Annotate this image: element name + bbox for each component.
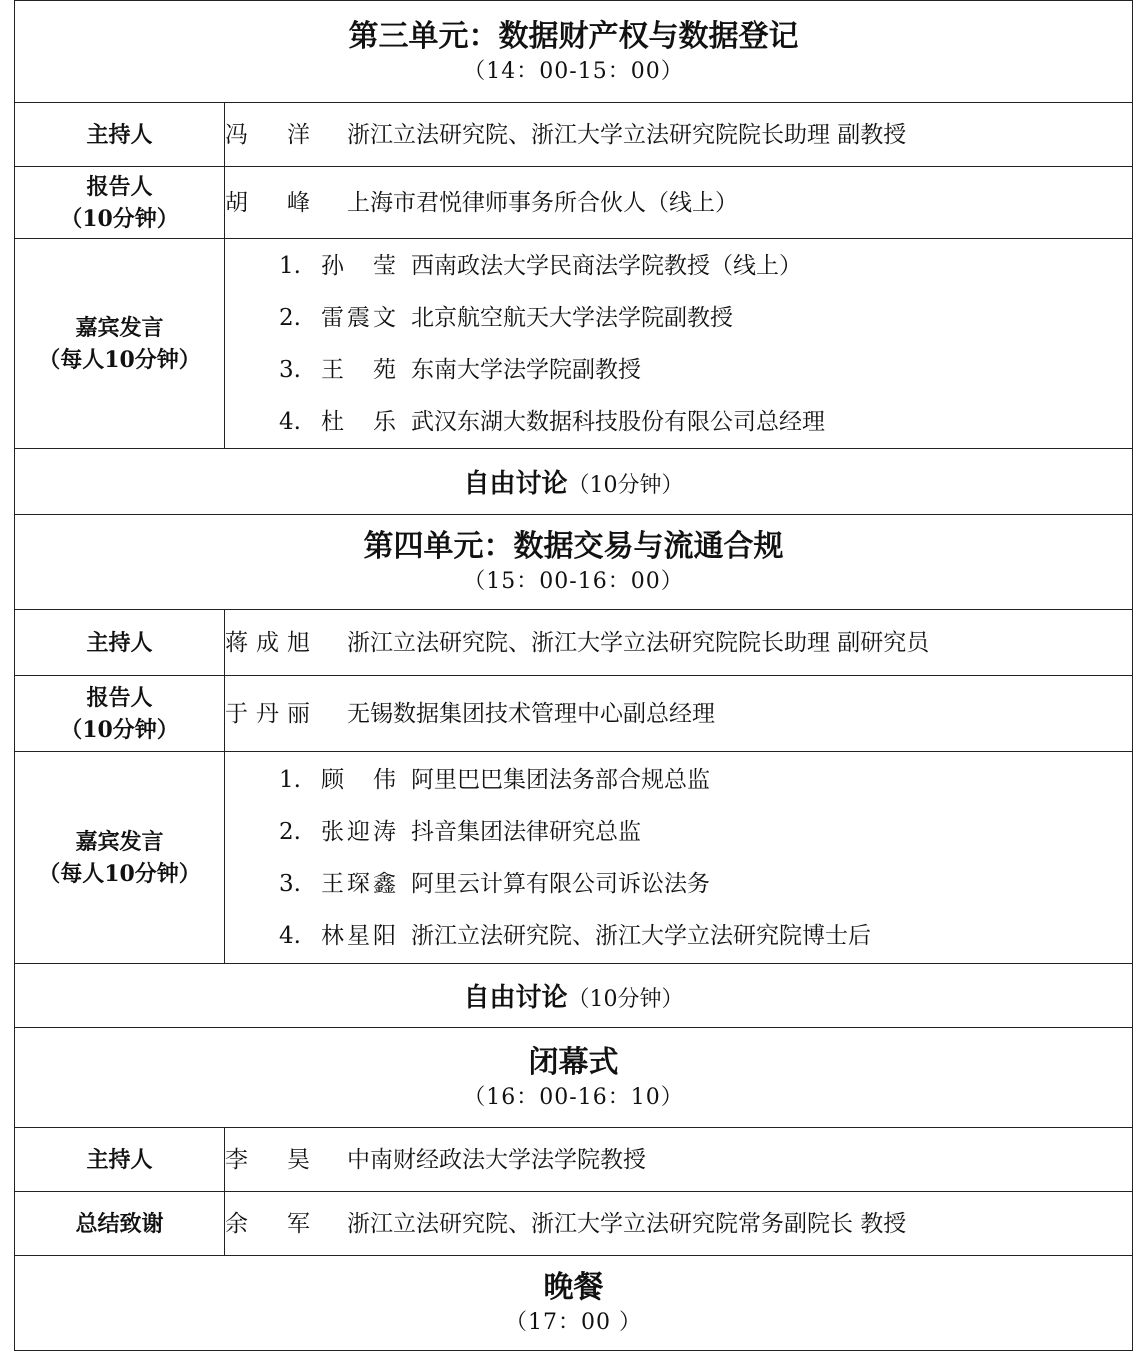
unit4-guest-label: 嘉宾发言 [75,828,164,855]
closing-host-label: 主持人 [15,1128,225,1192]
guest-name: 孙 莹 [321,252,399,279]
unit3-discussion [15,449,1133,515]
closing-title: 闭幕式 [528,1044,619,1080]
unit4-time: （15：00-16：00） [463,569,684,594]
unit4-host-name: 蒋成旭 [225,629,318,656]
guest-name: 王琛鑫 [321,870,399,897]
unit3-host-name: 冯 洋 [225,121,318,148]
guest-num: 2. [279,304,301,331]
unit3-guest-content [225,239,1133,449]
dinner-header [15,1256,1133,1351]
unit4-discussion-row [15,964,1133,1028]
discussion-label: 自由讨论 [463,983,568,1013]
closing-host-content [225,1128,1133,1192]
dinner-title: 晚餐 [543,1270,604,1305]
list-item [225,292,1132,344]
unit3-host-row [15,103,1133,167]
discussion-label: 自由讨论 [463,469,568,499]
guest-affil: 东南大学法学院副教授 [411,356,641,383]
unit3-host-affil: 浙江立法研究院、浙江大学立法研究院院长助理 副教授 [347,121,907,148]
closing-time: （16：00-16：10） [463,1084,684,1110]
unit3-guest-row [15,239,1133,449]
closing-summary-content [225,1192,1133,1256]
unit4-host-label: 主持人 [15,610,225,676]
guest-affil: 阿里云计算有限公司诉讼法务 [411,870,710,897]
guest-num: 2. [279,818,301,845]
guest-num: 3. [279,356,301,383]
list-item [225,396,1132,448]
list-item [225,754,1132,806]
unit4-guest-sub: （每人10分钟） [38,860,201,887]
unit3-discussion-row [15,449,1133,515]
guest-name: 杜 乐 [321,408,399,435]
unit4-title: 第四单元：数据交易与流通合规 [363,529,784,564]
closing-header-row [15,1028,1133,1128]
unit4-host-affil: 浙江立法研究院、浙江大学立法研究院院长助理 副研究员 [347,629,930,656]
unit3-title: 第三单元：数据财产权与数据登记 [348,18,799,54]
agenda-table [14,0,1133,1351]
unit4-reporter-name: 于丹丽 [225,700,318,727]
unit4-reporter-cell [15,676,225,752]
guest-affil: 武汉东湖大数据科技股份有限公司总经理 [411,408,825,435]
unit4-reporter-affil: 无锡数据集团技术管理中心副总经理 [347,700,715,727]
list-item [225,240,1132,292]
guest-affil: 抖音集团法律研究总监 [411,818,641,845]
guest-num: 4. [279,408,301,435]
guest-name: 王 苑 [321,356,399,383]
guest-affil: 阿里巴巴集团法务部合规总监 [411,766,710,793]
unit4-header-row [15,515,1133,610]
guest-name: 雷震文 [321,304,399,331]
dinner-row [15,1256,1133,1351]
unit4-guest-content [225,752,1133,964]
guest-num: 1. [279,766,301,793]
list-item [225,858,1132,910]
unit3-header [15,1,1133,103]
closing-host-row [15,1128,1133,1192]
unit4-guest-list [225,754,1132,962]
guest-affil: 西南政法大学民商法学院教授（线上） [411,252,802,279]
unit3-host-label: 主持人 [15,103,225,167]
unit4-reporter-sub: （10分钟） [60,716,179,743]
unit4-discussion [15,964,1133,1028]
unit3-reporter-label: 报告人 [86,173,153,200]
closing-host-name: 李 昊 [225,1146,318,1173]
unit3-reporter-name: 胡 峰 [225,189,318,216]
unit4-header [15,515,1133,610]
unit3-guest-cell [15,239,225,449]
unit3-reporter-sub: （10分钟） [60,205,179,232]
closing-summary-name: 余 军 [225,1210,318,1237]
unit3-host-content [225,103,1133,167]
unit4-reporter-content [225,676,1133,752]
guest-affil: 北京航空航天大学法学院副教授 [411,304,733,331]
closing-header [15,1028,1133,1128]
unit4-guest-cell [15,752,225,964]
unit3-guest-sub: （每人10分钟） [38,346,201,373]
dinner-time: （17：00 ） [505,1310,642,1335]
unit4-reporter-label: 报告人 [86,684,153,711]
unit3-guest-list [225,240,1132,448]
unit3-reporter-affil: 上海市君悦律师事务所合伙人（线上） [347,189,738,216]
unit4-reporter-row [15,676,1133,752]
list-item [225,344,1132,396]
unit4-guest-row [15,752,1133,964]
unit3-reporter-cell [15,167,225,239]
list-item [225,910,1132,962]
closing-summary-row [15,1192,1133,1256]
closing-host-affil: 中南财经政法大学法学院教授 [347,1146,646,1173]
unit3-time: （14：00-15：00） [463,58,684,84]
guest-name: 林星阳 [321,922,399,949]
guest-affil: 浙江立法研究院、浙江大学立法研究院博士后 [411,922,871,949]
discussion-duration: （10分钟） [567,987,684,1012]
unit3-guest-label: 嘉宾发言 [75,314,164,341]
closing-summary-label: 总结致谢 [15,1192,225,1256]
guest-num: 3. [279,870,301,897]
unit4-host-row [15,610,1133,676]
unit3-header-row [15,1,1133,103]
unit3-reporter-content [225,167,1133,239]
unit3-reporter-row [15,167,1133,239]
guest-num: 4. [279,922,301,949]
guest-num: 1. [279,252,301,279]
closing-summary-affil: 浙江立法研究院、浙江大学立法研究院常务副院长 教授 [347,1210,907,1237]
unit4-host-content [225,610,1133,676]
guest-name: 张迎涛 [321,818,399,845]
list-item [225,806,1132,858]
guest-name: 顾 伟 [321,766,399,793]
discussion-duration: （10分钟） [567,473,684,498]
